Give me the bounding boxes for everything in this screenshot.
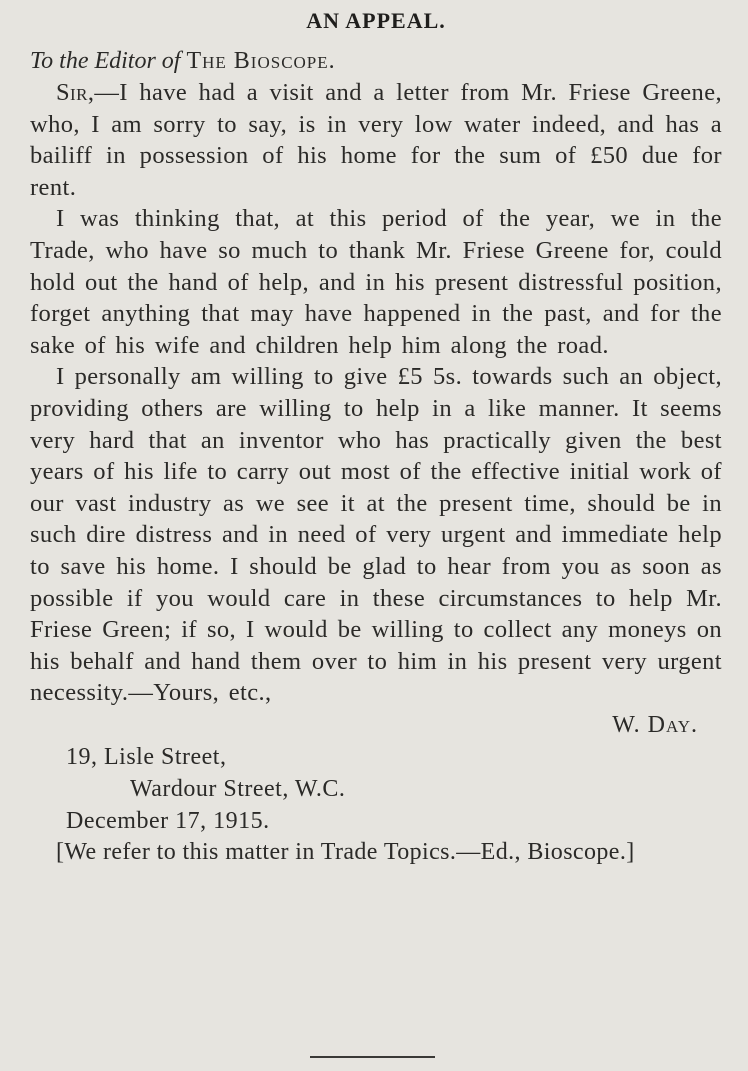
salutation (30, 46, 722, 77)
signature: W. Day. (612, 711, 698, 738)
salutation-publication: The Bioscope. (186, 48, 336, 74)
letter-paragraph-3: I personally am willing to give £5 5s. towards such an object, providing others are willing to help in a like manner. It seems very hard that an inventor who has practically given the best years of his life to carry out most of the effective initial work of our vast industry as we see it at the present time, should be in such dire distress and in need of very urgent and immediate help to save his home. I should be glad to hear from you as soon as possible if you would care in these circumstances to help Mr. Friese Green; if so, I would be willing to collect any moneys on his behalf and hand them over to him in his present very urgent necessity.—Yours, etc., (30, 363, 722, 707)
letter-date: December 17, 1915. (66, 807, 270, 834)
divider-rule (310, 1056, 435, 1058)
address-line-1: 19, Lisle Street, (66, 743, 227, 770)
letter-paragraph-2: I was thinking that, at this period of the year, we in the Trade, who have so much to thank Mr. Friese Greene for, could hold out the hand of help, and in his present distressful position, forget anything that may have happened in the past, and for the sake of his wife and children help him along the road. (30, 205, 722, 359)
paragraph-1-text: ,—I have had a visit and a letter from Mr. Friese Greene, who, I am sorry to say, is in very low water indeed, and has a bailiff in possession of his home for the sum of £50 due for rent. (30, 79, 722, 201)
sender-address (30, 741, 722, 837)
editor-note: [We refer to this matter in Trade Topics.—Ed., Bioscope.] (56, 838, 635, 865)
address-line-2: Wardour Street, W.C. (130, 775, 346, 802)
article-title: AN APPEAL. (306, 8, 446, 33)
letter-paragraph-1 (30, 77, 722, 203)
opening-word: Sir (56, 79, 88, 106)
salutation-prefix: To the Editor of (30, 48, 181, 74)
